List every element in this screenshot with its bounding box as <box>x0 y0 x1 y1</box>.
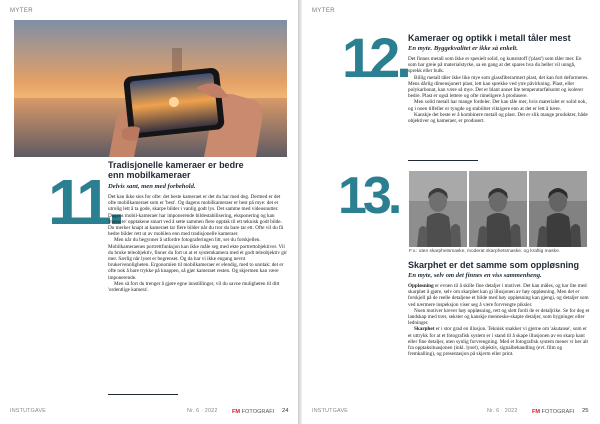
item-number-12: 12. <box>342 26 408 89</box>
article-11-title <box>108 160 293 180</box>
article-11-title-line2: enn mobilkameraer <box>108 170 191 180</box>
term-oppløsning: Oppløsning <box>408 283 434 289</box>
article-13-paragraph: Noen motiver krever høy oppløsning, rett og slett fordi de er detaljrike. Se for deg et landskap med trær, sekster og kanskje menneske-skapte detaljer, som bygninger eller ledninger. <box>408 307 590 327</box>
article-13-body <box>408 283 590 357</box>
article-13-title: Skarphet er det samme som oppløsning <box>408 260 580 270</box>
portrait-image <box>409 171 467 247</box>
article-11-body <box>108 194 288 293</box>
photo-caption: F.v.: uten skarphetsmaske, moderat skarphetsmaske, og kraftig maske. <box>409 249 561 254</box>
logo-fotografi: FOTOGRAFI <box>541 409 575 415</box>
section-label: MYTER <box>10 8 33 14</box>
section-label: MYTER <box>312 8 335 14</box>
logo-fm: FM <box>532 409 541 415</box>
footer-issue: Nr. 6 · 2022 <box>487 408 518 414</box>
article-end-rule <box>108 394 178 395</box>
article-12-paragraph: Kanskje det beste er å kombinere metall og plast. Det er slik mange produkter, både objektiver og kameraer, er produsert. <box>408 111 588 125</box>
footer-left-label: INSTUTGAVE <box>312 408 349 414</box>
article-12-body <box>408 56 590 124</box>
article-11-paragraph: Men så fort du trenger å gjøre egne innstillinger, vil du savne muligheten til ditt 'ordentlige kamera'. <box>108 280 280 294</box>
article-12-title: Kameraer og optikk i metall tåler mest <box>408 33 571 43</box>
fm-fotografi-logo <box>232 409 274 415</box>
article-11-paragraph: Det kan ikke sies for ofte: det beste kameraet er det du har med deg. Dermed er det ofte mobilkameraet som er 'best'. Og dagens mobilkameraer er best på myе: det er utrolig lett å ta gode, skarpe bilder i vanlig godt lys. Det samme med videosnutter. Dagens mobil-kameraer har imponerende bildestabilisering, eksponering og kan 'massere' opptakene smart ved å sette sammen flere opptak til ett teknisk godt bilde. Du merker knapt at kameraet tar flere bilder når du tror du bare tar ett. Ofte vil du få bedre bilder rett ut av mobilen enn med tradisjonelle kameraer. <box>108 194 283 238</box>
logo-fotografi: FOTOGRAFI <box>241 409 275 415</box>
left-page <box>0 0 298 424</box>
article-13-paragraph: Oppløsning er evnen til å skille fine detaljer i motivet. Det kan måles, og har lite med skarphet å gjøre, selv om skarphet kan gi illusjonen av høy oppløsning. Men det er forskjell på de reelle detaljene et bilde med høy oppløsning kan gjengi, og detaljer som ved nærmere inspeksjon viser seg å være forvrengte piksler. <box>408 283 589 308</box>
article-12-paragraph: Det finnes metall som ikke er spesielt solid, og kunststoff ('plast') som tåler mer. En som har greie på materialstyrke, sa en gang at det spares hva du heller vil unngå, sprekk eller bulk. <box>408 56 582 75</box>
article-11-title-line1: Tradisjonelle kameraer er bedre <box>108 160 244 170</box>
page-number: 25 <box>582 408 589 414</box>
item-number-11: 11. <box>48 166 122 238</box>
logo-fm: FM <box>232 409 241 415</box>
article-13-subtitle: En myte, selv om det finnes en viss sammenheng. <box>408 272 542 279</box>
item-number-13: 13. <box>338 167 399 225</box>
article-12-paragraph: Men solid metall har mange fordeler. Det kan tåle mer, hvis materialet er solid nok, og i noen tilfeller er tyngde og stabilitet viktigere enn at det er lett å bære. <box>408 99 587 112</box>
article-11-paragraph: Men når du begynner å utfordre fotograferingen litt, ser du forskjellen. Mobilkameraenes portrettfunksjon kan ikke måle seg med ekte portrettobjektiver. Vil du bruke teleobjektiv, finner du fort ut at et systemkamera med et godt teleobjektiv gir mer. Særlig når lyset er begrenset. Og da har vi ikke engang nevnt brukervennligheten. Ergonomien til mobilkameraer er elendig, med to unntak: det er ofte nok å bare trykke på knappen, så gjør kameraet resten. Og skjermen kan være imponerende. <box>108 237 288 281</box>
sunset-phone-illustration <box>14 20 287 157</box>
article-13-paragraph: Skarphet er i stor grad en illusjon. Teknisk snakker vi gjerne om 'akutanse', som er et uttrykk for at et fotografisk system er i stand til å skape illusjonen av en skarp kant eller fine detaljer, uten synlig forvrengning. Med et fotografisk system mener vi her alt fra opptaksituasjonen (inkl. lyset), objektiv, signalbehandling (evt. film og fremkalling), og presentasjon på skjerm eller print. <box>408 326 589 358</box>
footer-issue: Nr. 6 · 2022 <box>187 408 218 414</box>
sunset-phone-photo <box>14 20 287 157</box>
footer-left-label: INSTUTGAVE <box>10 408 47 414</box>
right-page <box>302 0 600 424</box>
fm-fotografi-logo <box>532 409 574 415</box>
portrait-no-sharpening <box>409 171 467 247</box>
article-12-paragraph: Billig metall tåler ikke like mye som glassfiberarmert plast, det kan fort deformeres. Mens dårlig dimensjonert plast, lett kan sprekke ved ytre påvirkning. Plast, eller polykarbonat, kan være så mye. Det er blant annet lite temperaturfølsomt og isolerer bedre. Plast er også lettere og ofte rimeligere å produsere. <box>408 74 589 100</box>
portrait-moderate-sharpening <box>469 171 527 247</box>
portrait-image <box>529 171 587 247</box>
article-end-rule <box>408 160 478 161</box>
sharpening-comparison-photos <box>409 171 587 247</box>
page-number: 24 <box>282 408 289 414</box>
article-11-subtitle: Delvis sant, men med forbehold. <box>108 183 196 190</box>
portrait-image <box>469 171 527 247</box>
article-12-subtitle: En myte. Byggekvalitet er ikke så enkelt. <box>408 45 518 52</box>
term-skarphet: Skarphet <box>414 326 435 333</box>
portrait-strong-sharpening <box>529 171 587 247</box>
